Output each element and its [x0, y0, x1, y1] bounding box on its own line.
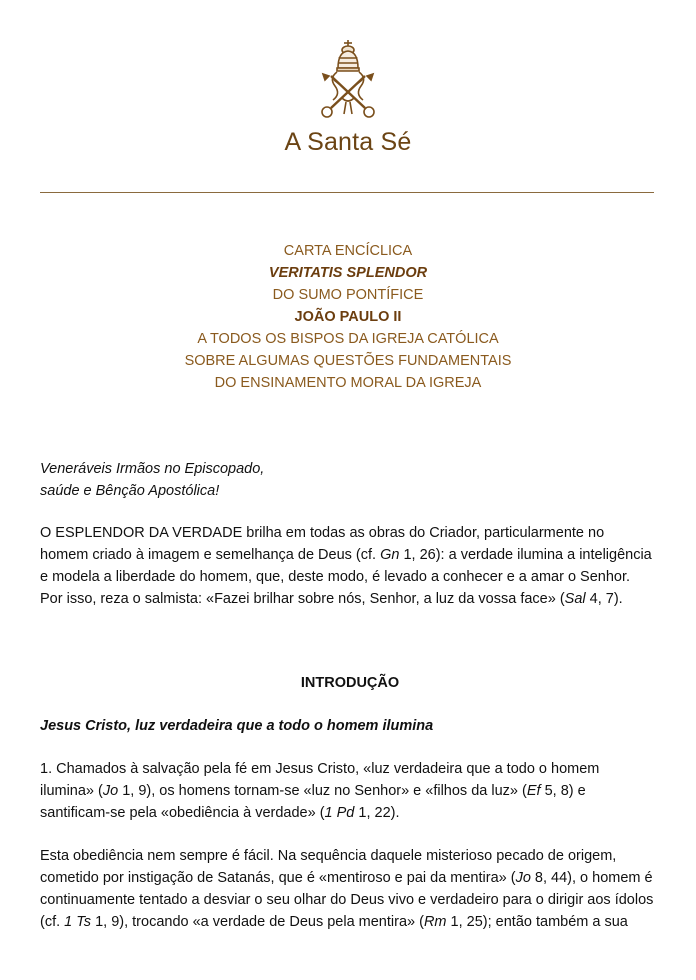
paragraph-text: Esta obediência nem sempre é fácil. Na sequência daquele misterioso pecado de origem, cometido por instigação de Satanás, que é «mentiroso e pai da mentira» (: [40, 848, 617, 886]
paragraph-text: 5, 8) e santificam-se pela «obediência à verdade» (: [40, 783, 586, 821]
opening-text: 4, 7).: [585, 591, 623, 607]
papal-coat-of-arms-icon: [309, 38, 387, 118]
heading-encyclical-title: VERITATIS SPLENDOR: [268, 265, 428, 281]
paragraph-text: 1. Chamados à salvação pela fé em Jesus Cristo, «luz verdadeira que a todo o homem ilumina» (: [40, 761, 600, 799]
salutation-line-2: saúde e Bênção Apostólica!: [40, 483, 220, 499]
document-body: [40, 458, 660, 930]
paragraph-1: [40, 758, 656, 824]
paragraph-text: 8, 44), o homem é continuamente tentado a desviar o seu olhar do Deus vivo e verdadeiro para o dirigir aos ídolos (cf.: [40, 870, 654, 930]
document-heading: [0, 240, 696, 394]
heading-addressees: A TODOS OS BISPOS DA IGREJA CATÓLICA: [197, 331, 499, 347]
opening-paragraph: [40, 522, 656, 610]
scripture-ref: Jo: [102, 783, 119, 799]
heading-from: DO SUMO PONTÍFICE: [272, 287, 424, 303]
scripture-ref: Sal: [564, 591, 586, 607]
heading-subject-1: SOBRE ALGUMAS QUESTÕES FUNDAMENTAIS: [184, 353, 512, 369]
scripture-ref: Jo: [515, 870, 531, 886]
scripture-ref: Gn: [380, 547, 400, 563]
salutation: [40, 458, 660, 502]
subsection-title: Jesus Cristo, luz verdadeira que a todo o homem ilumina: [40, 718, 434, 734]
paragraph-text: 1, 25); então também a sua: [446, 914, 628, 930]
paragraph-text: 1, 22).: [354, 805, 400, 821]
heading-author: JOÃO PAULO II: [294, 309, 402, 325]
opening-text: 1, 26): a verdade ilumina a inteligência e modela a liberdade do homem, que, deste modo, é levado a conhecer e a amar o Senhor. Por isso, reza o salmista: «Fazei brilhar sobre nós, Senhor, a luz da vossa face» (: [40, 547, 652, 607]
salutation-line-1: Veneráveis Irmãos no Episcopado,: [40, 461, 265, 477]
paragraph-text: 1, 9), os homens tornam-se «luz no Senhor» e «filhos da luz» (: [118, 783, 527, 799]
heading-subject-2: DO ENSINAMENTO MORAL DA IGREJA: [214, 375, 482, 391]
heading-doc-type: CARTA ENCÍCLICA: [283, 243, 413, 259]
opening-text: O ESPLENDOR DA VERDADE brilha em todas as obras do Criador, particularmente no homem criado à imagem e semelhança de Deus (cf.: [40, 525, 605, 563]
scripture-ref: 1 Pd: [324, 805, 355, 821]
site-title[interactable]: A Santa Sé: [284, 128, 412, 156]
header-divider: [40, 192, 654, 193]
section-title: INTRODUÇÃO: [300, 675, 400, 691]
paragraph-2: [40, 845, 656, 933]
paragraph-text: 1, 9), trocando «a verdade de Deus pela mentira» (: [91, 914, 424, 930]
scripture-ref: Ef: [526, 783, 541, 799]
scripture-ref: Rm: [423, 914, 447, 930]
scripture-ref: 1 Ts: [64, 914, 92, 930]
